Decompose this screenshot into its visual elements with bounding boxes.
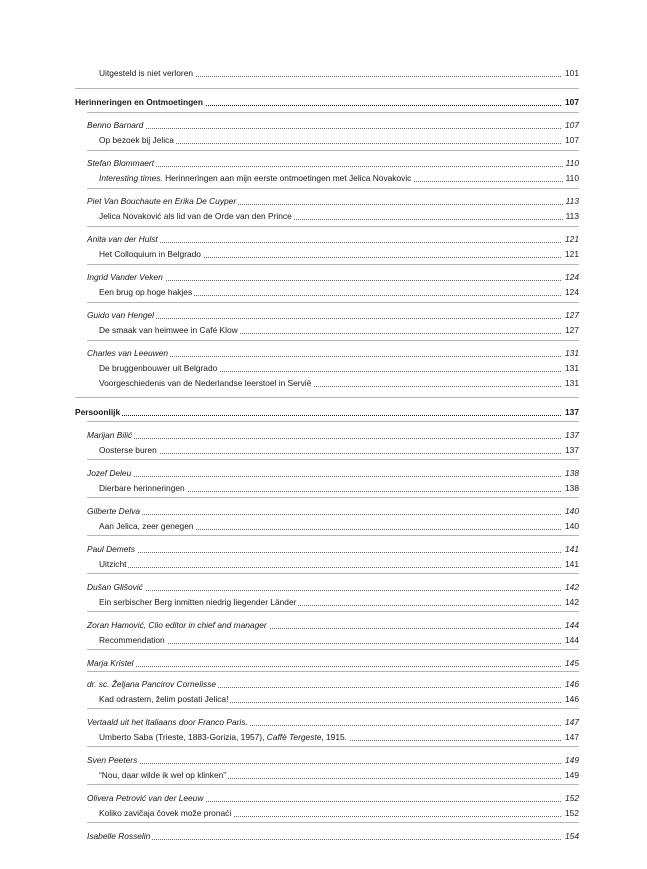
toc-author-entry[interactable]	[87, 428, 579, 442]
entry-title: Zoran Hamović, Clio editor in chief and manager	[87, 620, 267, 630]
toc-article-entry[interactable]	[99, 633, 579, 647]
entry-divider	[87, 649, 579, 650]
dot-leader	[87, 242, 579, 243]
page-number: 113	[563, 209, 579, 223]
page-number: 142	[562, 580, 579, 594]
dot-leader	[87, 318, 579, 319]
dot-leader	[99, 567, 579, 568]
dot-leader	[99, 453, 579, 454]
toc-article-entry[interactable]	[99, 376, 579, 390]
entry-divider	[87, 822, 579, 823]
dot-leader	[99, 643, 579, 644]
entry-title: Uitzicht	[99, 559, 127, 569]
toc-article-entry[interactable]	[99, 285, 579, 299]
entry-title: Jelica Novaković als lid van de Orde van den Prince	[99, 211, 292, 221]
entry-title: Het Colloquium in Belgrado	[99, 249, 201, 259]
entry-divider	[87, 188, 579, 189]
entry-title: Kad odrastem, želim postati Jelica!	[99, 694, 229, 704]
toc-author-entry[interactable]	[87, 542, 579, 556]
toc-author-entry[interactable]	[87, 118, 579, 132]
entry-title: Marijan Bilić	[87, 430, 133, 440]
dot-leader	[87, 763, 579, 764]
dot-leader	[87, 514, 579, 515]
entry-title: Benno Barnard	[87, 120, 144, 130]
entry-title: Dierbare herinneringen	[99, 483, 185, 493]
toc-author-entry[interactable]	[87, 656, 579, 670]
entry-divider	[87, 302, 579, 303]
page-number: 140	[562, 504, 579, 518]
entry-title: Aan Jelica, zeer genegen	[99, 521, 194, 531]
dot-leader	[87, 166, 579, 167]
page-number: 131	[562, 376, 579, 390]
entry-title: Guido van Hengel	[87, 310, 155, 320]
page-number: 121	[562, 232, 579, 246]
page-number: 137	[562, 443, 579, 457]
entry-title: Ein serbischer Berg inmitten niedrig liegender Länder	[99, 597, 297, 607]
entry-title: dr. sc. Željana Pancirov Cornelisse	[87, 679, 217, 689]
entry-divider	[87, 535, 579, 536]
toc-article-entry[interactable]	[99, 557, 579, 571]
page-number: 137	[562, 428, 579, 442]
entry-divider	[87, 459, 579, 460]
entry-title: Herinneringen en Ontmoetingen	[75, 97, 203, 107]
page-number: 110	[563, 156, 579, 170]
entry-title-rest: Herinneringen aan mijn eerste ontmoetingen met Jelica Novakovic	[162, 173, 412, 183]
page-number: 149	[562, 753, 579, 767]
entry-title: Jozef Deleu	[87, 468, 132, 478]
page-number: 107	[562, 133, 579, 147]
page-number: 149	[562, 768, 579, 782]
entry-title: Voorgeschiedenis van de Nederlandse leerstoel in Servië	[99, 378, 312, 388]
toc-author-entry[interactable]	[87, 677, 579, 691]
entry-title: “Nou, daar wilde ik wel op klinken”	[99, 770, 227, 780]
page-number: 127	[562, 308, 579, 322]
entry-title: Piet Van Bouchaute en Erika De Cuyper	[87, 196, 237, 206]
dot-leader	[87, 590, 579, 591]
toc-author-entry[interactable]	[87, 270, 579, 284]
toc-article-entry[interactable]	[99, 361, 579, 375]
dot-leader	[75, 415, 579, 416]
toc-author-entry[interactable]	[87, 791, 579, 805]
page-number: 131	[562, 361, 579, 375]
entry-title-end: , 1915.	[321, 732, 347, 742]
entry-divider	[87, 226, 579, 227]
entry-title: De bruggenbouwer uit Belgrado	[99, 363, 218, 373]
page-number: 101	[562, 66, 579, 80]
dot-leader	[87, 839, 579, 840]
entry-divider	[87, 421, 579, 422]
toc-author-entry[interactable]	[87, 618, 579, 632]
toc-section-entry[interactable]	[75, 405, 579, 419]
page-number: 107	[562, 118, 579, 132]
dot-leader	[87, 128, 579, 129]
page-number: 142	[562, 595, 579, 609]
entry-title: Persoonlijk	[75, 407, 121, 417]
entry-title: Charles van Leeuwen	[87, 348, 169, 358]
toc-article-entry[interactable]	[99, 66, 579, 80]
page-number: 154	[562, 829, 579, 843]
entry-title: Koliko zavičaja čovek može pronaći	[99, 808, 232, 818]
entry-divider	[75, 88, 579, 89]
entry-title: Vertaald uit het Italiaans door Franco Paris.	[87, 717, 248, 727]
page-number: 146	[562, 692, 579, 706]
entry-divider	[87, 784, 579, 785]
page-number: 144	[562, 633, 579, 647]
page-number: 141	[562, 557, 579, 571]
page-number: 127	[562, 323, 579, 337]
entry-title: Dušan Glišović	[87, 582, 143, 592]
entry-title-start: Umberto Saba (Trieste, 1883-Gorizia, 1957),	[99, 732, 267, 742]
toc-article-entry[interactable]	[99, 595, 579, 609]
page-number: 121	[562, 247, 579, 261]
entry-divider	[87, 150, 579, 151]
page-number: 144	[562, 618, 579, 632]
page-number: 137	[562, 405, 579, 419]
entry-title: Uitgesteld is niet verloren	[99, 68, 194, 78]
entry-divider	[87, 611, 579, 612]
toc-article-entry[interactable]	[99, 730, 579, 744]
entry-divider	[75, 397, 579, 398]
toc-article-entry[interactable]	[99, 806, 579, 820]
toc-author-entry[interactable]	[87, 308, 579, 322]
entry-divider	[87, 708, 579, 709]
entry-divider	[87, 573, 579, 574]
entry-title: Marja Kristel	[87, 658, 134, 668]
entry-divider	[87, 112, 579, 113]
page-number: 152	[562, 806, 579, 820]
toc-author-entry[interactable]	[87, 715, 579, 729]
page-number: 113	[563, 194, 579, 208]
page-number: 145	[562, 656, 579, 670]
dot-leader	[87, 552, 579, 553]
toc-article-entry[interactable]	[99, 768, 579, 782]
page-number: 131	[562, 346, 579, 360]
dot-leader	[87, 476, 579, 477]
toc-author-entry[interactable]	[87, 580, 579, 594]
page-number: 124	[562, 270, 579, 284]
entry-title: Oosterse buren	[99, 445, 157, 455]
toc-author-entry[interactable]	[87, 466, 579, 480]
toc-author-entry[interactable]	[87, 346, 579, 360]
toc-section-entry[interactable]	[75, 95, 579, 109]
entry-divider	[87, 671, 579, 672]
entry-title: Anita van der Hulst	[87, 234, 158, 244]
toc-article-entry[interactable]	[99, 481, 579, 495]
dot-leader	[87, 438, 579, 439]
entry-divider	[87, 340, 579, 341]
entry-title: Stefan Blommaert	[87, 158, 155, 168]
page-number: 141	[562, 542, 579, 556]
entry-title	[99, 732, 349, 742]
entry-divider	[87, 264, 579, 265]
page-number: 138	[562, 481, 579, 495]
entry-title: Op bezoek bij Jelica	[99, 135, 174, 145]
toc-article-entry[interactable]	[99, 692, 579, 706]
entry-title: Recommendation	[99, 635, 165, 645]
toc-article-entry[interactable]	[99, 247, 579, 261]
page-number: 140	[562, 519, 579, 533]
toc-article-entry[interactable]	[99, 133, 579, 147]
page-number: 138	[562, 466, 579, 480]
entry-title: Olivera Petrović van der Leeuw	[87, 793, 204, 803]
entry-title: De smaak van heimwee in Café Klow	[99, 325, 238, 335]
entry-title: Sven Peeters	[87, 755, 138, 765]
toc-author-entry[interactable]	[87, 829, 579, 843]
page-number: 110	[563, 171, 579, 185]
entry-divider	[87, 497, 579, 498]
entry-title	[99, 173, 413, 183]
page-number: 146	[562, 677, 579, 691]
toc-author-entry[interactable]	[87, 232, 579, 246]
entry-title: Isabelle Rosselin	[87, 831, 151, 841]
toc-article-entry[interactable]	[99, 171, 579, 185]
toc-article-entry[interactable]	[99, 323, 579, 337]
entry-title: Paul Demets	[87, 544, 135, 554]
page-number: 152	[562, 791, 579, 805]
page-number: 124	[562, 285, 579, 299]
page-number: 107	[562, 95, 579, 109]
toc-author-entry[interactable]	[87, 753, 579, 767]
entry-divider	[87, 746, 579, 747]
toc-author-entry[interactable]	[87, 194, 579, 208]
toc-article-entry[interactable]	[99, 209, 579, 223]
toc-author-entry[interactable]	[87, 504, 579, 518]
page-number: 147	[562, 730, 579, 744]
page-number: 147	[562, 715, 579, 729]
entry-title-italic: Caffè Tergeste	[266, 732, 322, 742]
entry-title-italic: Interesting times.	[99, 173, 163, 183]
entry-title: Gilberte Delva	[87, 506, 141, 516]
dot-leader	[87, 666, 579, 667]
toc-article-entry[interactable]	[99, 443, 579, 457]
toc-author-entry[interactable]	[87, 156, 579, 170]
entry-title: Een brug op hoge hakjes	[99, 287, 193, 297]
toc-article-entry[interactable]	[99, 519, 579, 533]
entry-title: Ingrid Vander Veken	[87, 272, 163, 282]
